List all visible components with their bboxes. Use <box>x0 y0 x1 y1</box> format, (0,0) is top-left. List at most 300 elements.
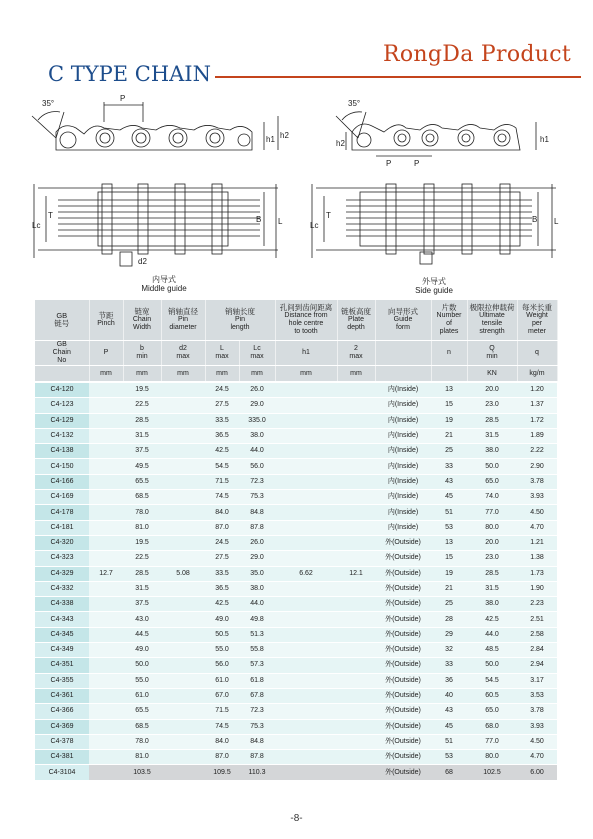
table-row <box>35 719 557 734</box>
symbol-cell: n <box>431 341 467 366</box>
table-row <box>35 688 557 703</box>
table-cell <box>161 658 205 673</box>
symbol-cell <box>375 341 431 366</box>
table-cell: 26.0 <box>239 382 275 398</box>
table-cell: 44.0 <box>239 597 275 612</box>
table-row <box>35 581 557 596</box>
table-cell: 26.0 <box>239 535 275 550</box>
header-pitch-zh: 节距 <box>98 311 114 320</box>
middle-guide-drawing <box>28 92 290 292</box>
table-cell: 1.72 <box>517 413 557 428</box>
table-cell: 22.5 <box>123 551 161 566</box>
middle-guide-caption <box>119 275 209 293</box>
table-row <box>35 734 557 749</box>
table-cell: 23.0 <box>467 551 517 566</box>
table-cell <box>161 474 205 489</box>
side-pitch-label-2: P <box>414 159 420 168</box>
side-t-label: T <box>326 211 331 220</box>
table-cell: 2.94 <box>517 658 557 673</box>
unit-cell: mm <box>239 366 275 383</box>
table-cell <box>275 597 337 612</box>
table-cell <box>161 704 205 719</box>
table-cell: 21 <box>431 428 467 443</box>
table-cell <box>337 413 375 428</box>
table-cell: 内(Inside) <box>375 520 431 535</box>
header-dist-zh: 孔间到齿间距离 <box>279 303 333 312</box>
table-cell: 24.5 <box>205 382 239 398</box>
table-cell <box>337 444 375 459</box>
table-cell: 2.22 <box>517 444 557 459</box>
table-cell <box>275 627 337 642</box>
table-cell <box>161 535 205 550</box>
table-cell <box>161 444 205 459</box>
col-pin-length <box>205 300 275 341</box>
table-cell <box>89 505 123 520</box>
table-cell: 80.0 <box>467 750 517 765</box>
table-cell: 内(Inside) <box>375 413 431 428</box>
table-cell: 49.5 <box>123 459 161 474</box>
table-cell: 3.93 <box>517 719 557 734</box>
table-cell <box>161 428 205 443</box>
table-cell: 1.37 <box>517 398 557 413</box>
table-cell: 72.3 <box>239 474 275 489</box>
table-cell <box>275 719 337 734</box>
table-cell: 29.0 <box>239 551 275 566</box>
table-cell: 55.8 <box>239 643 275 658</box>
unit-cell: mm <box>123 366 161 383</box>
unit-cell <box>431 366 467 383</box>
b-label: B <box>256 215 262 224</box>
table-cell: 外(Outside) <box>375 673 431 688</box>
col-pitch <box>89 300 123 341</box>
table-cell <box>89 474 123 489</box>
spec-table-body <box>35 382 557 780</box>
table-cell: C4-138 <box>35 444 89 459</box>
symbol-cell: h1 <box>275 341 337 366</box>
table-cell: 53 <box>431 520 467 535</box>
table-cell <box>337 490 375 505</box>
table-cell: 57.3 <box>239 658 275 673</box>
table-row <box>35 535 557 550</box>
table-cell <box>275 444 337 459</box>
table-cell: C4-178 <box>35 505 89 520</box>
table-cell <box>89 413 123 428</box>
table-row <box>35 444 557 459</box>
table-cell: 65.5 <box>123 704 161 719</box>
table-cell <box>275 551 337 566</box>
table-cell <box>89 581 123 596</box>
table-cell <box>337 597 375 612</box>
table-cell: 外(Outside) <box>375 688 431 703</box>
table-cell: 31.5 <box>467 581 517 596</box>
side-pitch-label-1: P <box>386 159 392 168</box>
table-cell <box>337 643 375 658</box>
table-cell <box>161 750 205 765</box>
table-cell: 1.20 <box>517 382 557 398</box>
table-cell: 45 <box>431 719 467 734</box>
table-cell: 4.70 <box>517 750 557 765</box>
table-cell <box>89 719 123 734</box>
table-row <box>35 551 557 566</box>
side-h1-label: h1 <box>540 135 549 144</box>
side-b-label: B <box>532 215 538 224</box>
table-cell: 24.5 <box>205 535 239 550</box>
table-cell: 42.5 <box>205 444 239 459</box>
table-cell <box>89 688 123 703</box>
table-cell <box>337 688 375 703</box>
table-cell: 1.73 <box>517 566 557 581</box>
table-cell <box>275 704 337 719</box>
table-cell: 44.0 <box>239 444 275 459</box>
table-cell <box>337 719 375 734</box>
d2-label: d2 <box>138 257 147 266</box>
table-cell <box>161 673 205 688</box>
table-cell: 3.78 <box>517 474 557 489</box>
table-cell: C4-3104 <box>35 765 89 780</box>
table-cell: 1.38 <box>517 551 557 566</box>
table-cell: 51 <box>431 734 467 749</box>
table-cell: 内(Inside) <box>375 428 431 443</box>
table-cell <box>89 398 123 413</box>
table-cell <box>337 551 375 566</box>
table-cell: 87.0 <box>205 750 239 765</box>
symbol-cell: L max <box>205 341 239 366</box>
table-cell: 21 <box>431 581 467 596</box>
table-cell <box>337 382 375 398</box>
table-cell: 109.5 <box>205 765 239 780</box>
table-cell <box>337 750 375 765</box>
table-cell: 外(Outside) <box>375 627 431 642</box>
table-cell: 67.8 <box>239 688 275 703</box>
table-cell: 1.21 <box>517 535 557 550</box>
table-cell: 81.0 <box>123 750 161 765</box>
table-cell: C4-181 <box>35 520 89 535</box>
table-cell: 31.5 <box>123 581 161 596</box>
table-cell <box>89 704 123 719</box>
table-cell: 内(Inside) <box>375 398 431 413</box>
table-cell: 80.0 <box>467 520 517 535</box>
unit-cell <box>35 366 89 383</box>
table-cell <box>89 520 123 535</box>
table-cell: C4-349 <box>35 643 89 658</box>
side-h2-label: h2 <box>336 139 345 148</box>
table-cell: 77.0 <box>467 734 517 749</box>
table-cell: 50.5 <box>205 627 239 642</box>
unit-cell: mm <box>205 366 239 383</box>
table-cell: C4-361 <box>35 688 89 703</box>
table-cell: 38.0 <box>239 428 275 443</box>
table-cell: 12.1 <box>337 566 375 581</box>
table-cell: 4.70 <box>517 520 557 535</box>
table-cell <box>89 444 123 459</box>
table-cell: 33.5 <box>205 413 239 428</box>
page-title: C TYPE CHAIN <box>48 62 211 86</box>
symbol-cell: Lc max <box>239 341 275 366</box>
table-row <box>35 459 557 474</box>
side-guide-drawing <box>306 92 568 292</box>
table-cell: 56.0 <box>239 459 275 474</box>
table-cell: 19.5 <box>123 382 161 398</box>
table-cell: 15 <box>431 551 467 566</box>
header-strength-en: Ultimate tensile strength <box>479 312 505 335</box>
table-cell <box>337 520 375 535</box>
table-row <box>35 428 557 443</box>
table-cell: 28.5 <box>123 566 161 581</box>
table-cell: 50.0 <box>467 459 517 474</box>
table-cell <box>89 673 123 688</box>
table-cell: 5.08 <box>161 566 205 581</box>
table-cell: 19 <box>431 413 467 428</box>
table-cell: 1.90 <box>517 581 557 596</box>
col-strength <box>467 300 517 341</box>
symbol-cell: 2 max <box>337 341 375 366</box>
table-cell: 68.5 <box>123 490 161 505</box>
table-cell: 44.5 <box>123 627 161 642</box>
table-cell: 15 <box>431 398 467 413</box>
table-cell <box>275 612 337 627</box>
table-cell <box>275 520 337 535</box>
table-cell: 55.0 <box>123 673 161 688</box>
table-cell <box>275 459 337 474</box>
table-cell: 外(Outside) <box>375 581 431 596</box>
unit-cell: mm <box>89 366 123 383</box>
table-cell <box>161 398 205 413</box>
side-guide-diagram <box>306 92 568 292</box>
table-cell: 50.0 <box>123 658 161 673</box>
col-plates <box>431 300 467 341</box>
table-cell: 外(Outside) <box>375 704 431 719</box>
table-cell <box>337 505 375 520</box>
table-cell <box>337 627 375 642</box>
table-cell: 84.0 <box>205 734 239 749</box>
table-cell: 72.3 <box>239 704 275 719</box>
table-row <box>35 658 557 673</box>
header-guide-en: Guide form <box>393 316 413 331</box>
table-cell: 42.5 <box>205 597 239 612</box>
table-cell <box>161 719 205 734</box>
t-label: T <box>48 211 53 220</box>
table-cell: 43.0 <box>123 612 161 627</box>
table-cell: 61.0 <box>123 688 161 703</box>
header-weight-zh: 每米长重 <box>522 303 552 312</box>
table-cell: 78.0 <box>123 734 161 749</box>
side-lc-label: Lc <box>310 221 319 230</box>
table-cell: 77.0 <box>467 505 517 520</box>
table-cell: 19.5 <box>123 535 161 550</box>
table-cell: 2.58 <box>517 627 557 642</box>
table-cell <box>89 612 123 627</box>
table-cell: 外(Outside) <box>375 597 431 612</box>
table-cell: 内(Inside) <box>375 382 431 398</box>
col-pin-diameter <box>161 300 205 341</box>
middle-guide-caption-zh: 内导式 <box>152 275 176 284</box>
table-cell: C4-166 <box>35 474 89 489</box>
table-cell: 74.5 <box>205 490 239 505</box>
table-cell <box>337 428 375 443</box>
table-cell <box>337 459 375 474</box>
table-cell: 3.17 <box>517 673 557 688</box>
table-cell: 22.5 <box>123 398 161 413</box>
table-cell: 49.0 <box>205 612 239 627</box>
h1-label: h1 <box>266 135 275 144</box>
table-cell <box>89 490 123 505</box>
table-cell: 36.5 <box>205 428 239 443</box>
table-cell: 33.5 <box>205 566 239 581</box>
lc-label: Lc <box>32 221 41 230</box>
symbol-cell: d2 max <box>161 341 205 366</box>
table-cell: 2.51 <box>517 612 557 627</box>
table-row <box>35 612 557 627</box>
table-cell <box>161 612 205 627</box>
header-row-symbols <box>35 341 557 366</box>
table-row <box>35 474 557 489</box>
table-cell: C4-323 <box>35 551 89 566</box>
table-cell: 内(Inside) <box>375 505 431 520</box>
table-cell: 1.89 <box>517 428 557 443</box>
table-cell: 38.0 <box>467 444 517 459</box>
table-cell: 74.0 <box>467 490 517 505</box>
table-cell <box>275 382 337 398</box>
table-cell: 53 <box>431 750 467 765</box>
table-row <box>35 643 557 658</box>
table-cell: 61.0 <box>205 673 239 688</box>
page-number: -8- <box>290 813 303 824</box>
table-cell: 内(Inside) <box>375 459 431 474</box>
table-cell: 43 <box>431 704 467 719</box>
table-cell: C4-338 <box>35 597 89 612</box>
table-cell: C4-343 <box>35 612 89 627</box>
table-row <box>35 520 557 535</box>
table-cell: 33 <box>431 658 467 673</box>
table-cell <box>89 382 123 398</box>
side-l-label: L <box>554 217 559 226</box>
table-cell: 2.23 <box>517 597 557 612</box>
table-cell: 20.0 <box>467 535 517 550</box>
table-cell: 38.0 <box>239 581 275 596</box>
table-cell: C4-132 <box>35 428 89 443</box>
table-cell <box>275 734 337 749</box>
table-cell <box>275 428 337 443</box>
table-cell <box>89 643 123 658</box>
table-cell: 78.0 <box>123 505 161 520</box>
table-cell <box>161 413 205 428</box>
unit-cell <box>375 366 431 383</box>
table-cell <box>161 505 205 520</box>
table-cell: 37.5 <box>123 597 161 612</box>
table-cell: 23.0 <box>467 398 517 413</box>
table-cell: 外(Outside) <box>375 734 431 749</box>
table-cell: C4-381 <box>35 750 89 765</box>
angle-label: 35° <box>42 99 55 108</box>
table-cell: 87.8 <box>239 520 275 535</box>
table-row <box>35 750 557 765</box>
table-cell <box>337 612 375 627</box>
table-row <box>35 398 557 413</box>
table-cell <box>161 627 205 642</box>
table-cell: 71.5 <box>205 704 239 719</box>
table-cell: 32 <box>431 643 467 658</box>
header-width-en: Chain Width <box>132 316 152 331</box>
side-guide-caption <box>394 277 474 295</box>
table-cell: 20.0 <box>467 382 517 398</box>
header-pindia-en: Pin diameter <box>169 316 197 331</box>
table-cell: 61.8 <box>239 673 275 688</box>
header-row-units <box>35 366 557 383</box>
table-cell: 44.0 <box>467 627 517 642</box>
table-cell <box>337 673 375 688</box>
table-cell <box>89 627 123 642</box>
brand-title: RongDa Product <box>383 42 571 67</box>
table-cell: C4-351 <box>35 658 89 673</box>
table-cell: 45 <box>431 490 467 505</box>
table-row <box>35 490 557 505</box>
symbol-cell: P <box>89 341 123 366</box>
table-cell <box>275 673 337 688</box>
table-cell: 28 <box>431 612 467 627</box>
table-cell: 65.0 <box>467 474 517 489</box>
table-cell <box>275 581 337 596</box>
table-cell: 75.3 <box>239 719 275 734</box>
chain-spec-table <box>35 300 558 781</box>
table-cell <box>275 413 337 428</box>
table-cell: 49.8 <box>239 612 275 627</box>
table-cell: 75.3 <box>239 490 275 505</box>
table-cell: 外(Outside) <box>375 750 431 765</box>
table-cell: 3.53 <box>517 688 557 703</box>
symbol-cell: GB Chain No <box>35 341 89 366</box>
symbol-cell: b min <box>123 341 161 366</box>
table-cell: 31.5 <box>123 428 161 443</box>
table-cell: 84.8 <box>239 734 275 749</box>
table-cell <box>337 581 375 596</box>
table-cell: 68.0 <box>467 719 517 734</box>
table-cell: 36.5 <box>205 581 239 596</box>
header-gb-text: GB 链号 <box>54 311 70 328</box>
header-pindia-zh: 销轴直径 <box>168 307 198 316</box>
unit-cell: mm <box>275 366 337 383</box>
table-cell: 4.50 <box>517 734 557 749</box>
table-cell <box>89 459 123 474</box>
header-pitch-en: Pinch <box>97 320 115 327</box>
table-cell: 38.0 <box>467 597 517 612</box>
table-cell <box>161 382 205 398</box>
table-cell: 31.5 <box>467 428 517 443</box>
header-row-labels <box>35 300 557 341</box>
table-cell <box>161 597 205 612</box>
table-cell: 68 <box>431 765 467 780</box>
table-cell <box>161 581 205 596</box>
table-cell: 40 <box>431 688 467 703</box>
table-cell: C4-123 <box>35 398 89 413</box>
header-weight-en: Weight per meter <box>526 312 548 335</box>
header-plates-zh: 片数 <box>441 303 457 312</box>
table-cell <box>89 765 123 780</box>
col-weight <box>517 300 557 341</box>
table-cell <box>337 704 375 719</box>
table-row <box>35 382 557 398</box>
title-divider <box>215 76 581 78</box>
table-cell: 54.5 <box>205 459 239 474</box>
l-label: L <box>278 217 283 226</box>
table-cell: 54.5 <box>467 673 517 688</box>
table-cell <box>161 490 205 505</box>
table-cell: C4-366 <box>35 704 89 719</box>
table-cell: 3.93 <box>517 490 557 505</box>
table-row <box>35 413 557 428</box>
table-cell <box>275 658 337 673</box>
table-cell: C4-332 <box>35 581 89 596</box>
table-cell: 外(Outside) <box>375 612 431 627</box>
